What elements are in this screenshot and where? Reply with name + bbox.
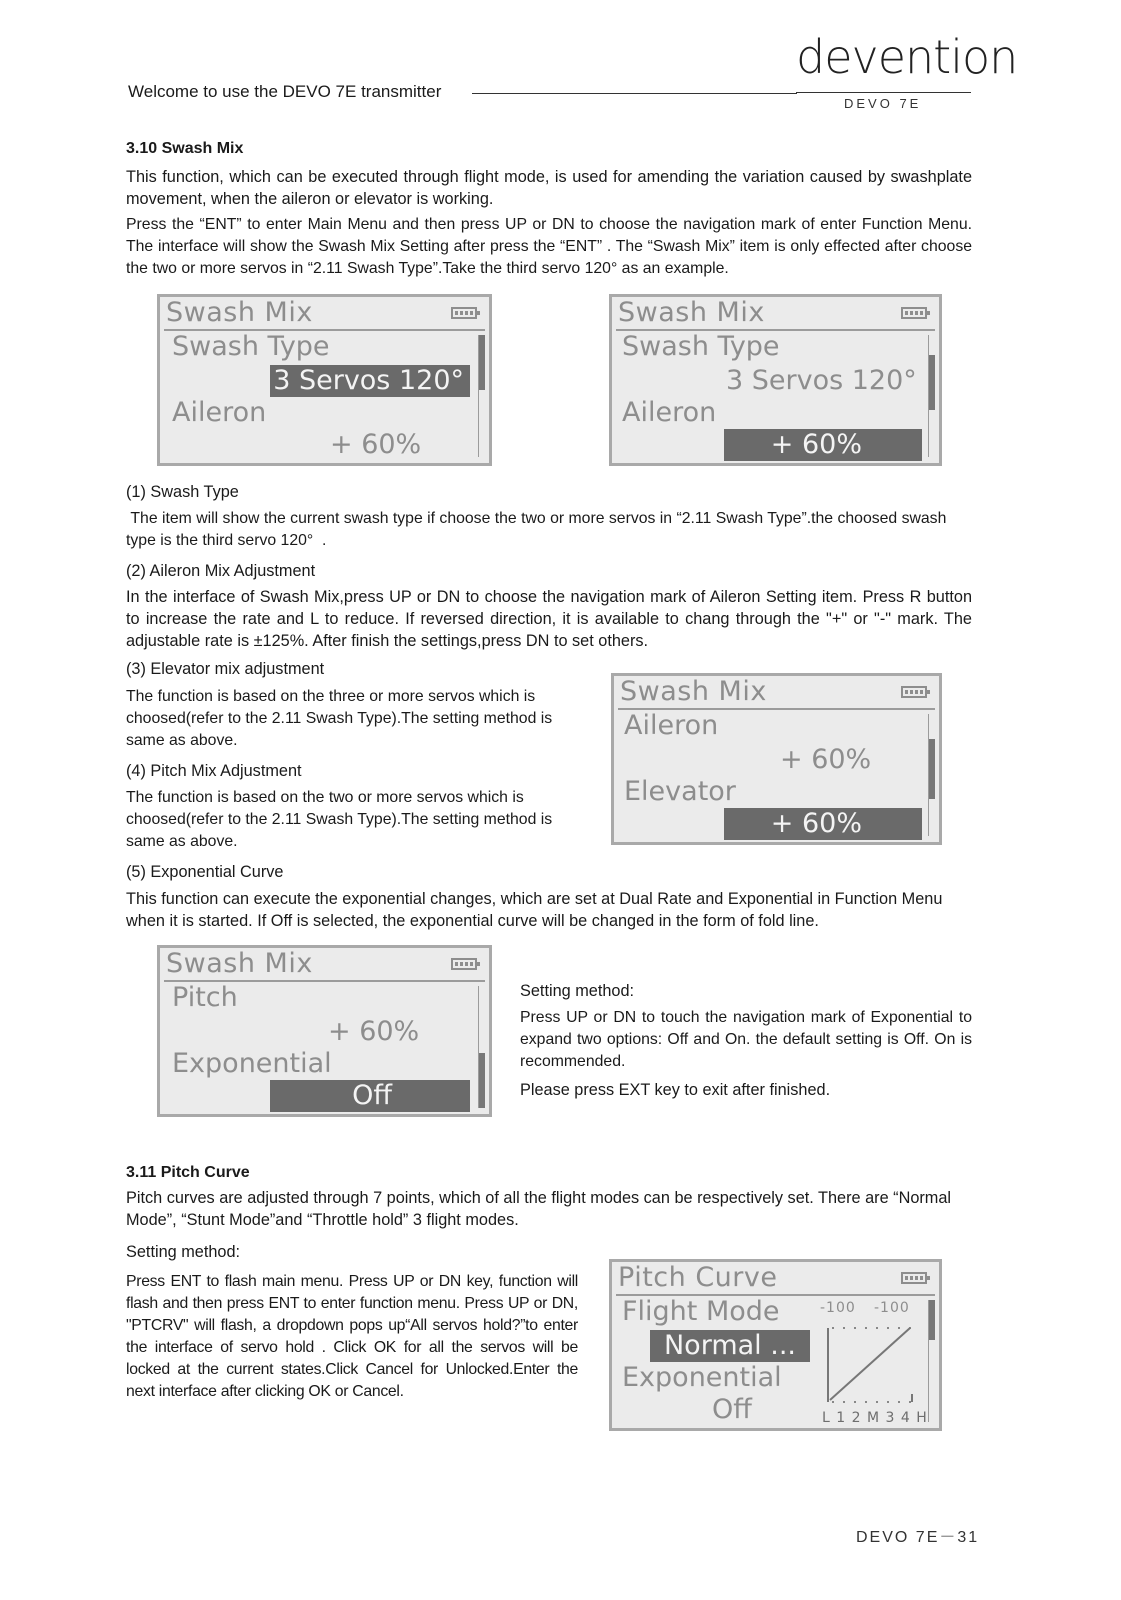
logo-model: DEVO 7E — [844, 96, 922, 111]
logo-rule — [796, 92, 971, 93]
scrollbar — [928, 714, 935, 836]
battery-icon — [451, 307, 477, 319]
setting-method-label: Setting method: — [520, 982, 635, 1000]
swash-mix-instructions: Press the “ENT” to enter Main Menu and then press UP or DN to choose the navigation mark of enter Function Menu. The interface will show the Swash Mix Setting after press the “ENT” . The “Swash Mix” item is only effected after choose the two or more servos in “2.11 Swash Type”.Take the third servo 120° as an example. — [126, 216, 972, 277]
pitch-curve-graph — [824, 1322, 916, 1408]
lcd-row-pitch: Pitch — [172, 982, 238, 1013]
battery-icon — [451, 958, 477, 970]
lcd-value-exponential: Off — [270, 1080, 470, 1112]
scrollbar — [478, 335, 485, 457]
scrollbar — [478, 986, 485, 1108]
section-heading-swash-mix: 3.10 Swash Mix — [126, 140, 244, 157]
scrollbar — [928, 1300, 935, 1422]
page-number: DEVO 7E－31 — [856, 1529, 980, 1546]
devention-logo: devention — [796, 30, 1018, 84]
lcd-row-aileron: Aileron — [622, 397, 717, 428]
lcd-value-aileron: + 60% — [330, 429, 422, 460]
lcd-swash-type-screen — [157, 294, 492, 466]
lcd-elevator-screen — [611, 673, 942, 845]
lcd-row-exponential: Exponential — [172, 1048, 332, 1079]
subheading-pitch-mix: (4) Pitch Mix Adjustment — [126, 762, 302, 780]
lcd-row-swash-type: Swash Type — [172, 331, 330, 362]
setting-method-text: Press UP or DN to touch the navigation mark of Exponential to expand two options: Off and On. the default setting is Off. On is recommended. — [520, 1009, 972, 1070]
lcd-curve-points: L 1 2 M 3 4 H — [822, 1410, 928, 1426]
lcd-row-flight-mode: Flight Mode — [622, 1296, 780, 1327]
battery-icon — [901, 307, 927, 319]
pitch-mix-text: The function is based on the two or more servos which is choosed(refer to the 2.11 Swash Type).The setting method is same as above. — [126, 789, 553, 850]
header-welcome: Welcome to use the DEVO 7E transmitter — [128, 82, 442, 101]
exit-instruction: Please press EXT key to exit after finished. — [520, 1081, 831, 1099]
subheading-aileron-mix: (2) Aileron Mix Adjustment — [126, 562, 316, 580]
pitch-setting-label: Setting method: — [126, 1243, 241, 1261]
lcd-row-exponential: Exponential — [622, 1362, 782, 1393]
lcd-title: Swash Mix — [620, 676, 767, 707]
subheading-elevator-mix: (3) Elevator mix adjustment — [126, 660, 325, 678]
lcd-value-flight-mode: Normal ... — [650, 1330, 810, 1362]
aileron-mix-text: In the interface of Swash Mix,press UP or DN to choose the navigation mark of Aileron Setting item. Press R button to increase the rate and L to reduce. If reversed direction, it is available to chang through the "+" or "-" mark. The adjustable rate is ±125%. After finish the settings,press DN to set others. — [126, 588, 972, 650]
exponential-curve-text: This function can execute the exponential changes, which are set at Dual Rate and Exponential in Function Menu when it is started. If Off is selected, the exponential curve will be changed in the form of fold line. — [126, 890, 943, 930]
lcd-row-aileron: Aileron — [624, 710, 719, 741]
pitch-setting-text: Press ENT to flash main menu. Press UP or DN key, function will flash and then press ENT to enter function menu. Press UP or DN, "PTCRV" will flash, a dropdown pops up“All servos hold?”to enter the interface of servo hold . Click OK for all the servos will be locked at the current states.Click Cancel for Unlocked.Enter the next interface after clicking OK or Cancel. — [126, 1273, 578, 1400]
lcd-title: Swash Mix — [166, 297, 313, 328]
battery-icon — [901, 686, 927, 698]
scrollbar — [928, 335, 935, 457]
lcd-title: Swash Mix — [618, 297, 765, 328]
lcd-row-aileron: Aileron — [172, 397, 267, 428]
lcd-value-pitch: + 60% — [328, 1016, 420, 1047]
lcd-value-elevator: + 60% — [724, 808, 922, 840]
swash-mix-intro: This function, which can be executed through flight mode, is used for amending the variation caused by swashplate movement, when the aileron or elevator is working. — [126, 168, 972, 208]
subheading-exponential-curve: (5) Exponential Curve — [126, 863, 284, 881]
battery-icon — [901, 1272, 927, 1284]
lcd-exponential-screen — [157, 945, 492, 1117]
lcd-title: Pitch Curve — [618, 1262, 778, 1293]
section-heading-pitch-curve: 3.11 Pitch Curve — [126, 1164, 250, 1181]
lcd-row-elevator: Elevator — [624, 776, 736, 807]
lcd-title: Swash Mix — [166, 948, 313, 979]
lcd-value-swash-type: 3 Servos 120° — [270, 365, 470, 397]
lcd-row-swash-type: Swash Type — [622, 331, 780, 362]
subheading-swash-type: (1) Swash Type — [126, 483, 239, 501]
swash-type-text: The item will show the current swash type if choose the two or more servos in “2.11 Swash Type”.the choosed swash type is the third servo 120° . — [126, 510, 951, 549]
lcd-value-aileron: + 60% — [724, 429, 922, 461]
header-rule — [472, 93, 797, 94]
lcd-pitch-curve-screen — [609, 1259, 942, 1431]
lcd-value-aileron: + 60% — [780, 744, 872, 775]
lcd-scale-right: -100 — [874, 1300, 910, 1316]
lcd-aileron-screen — [609, 294, 942, 466]
pitch-curve-intro: Pitch curves are adjusted through 7 points, which of all the flight modes can be respectively set. There are “Normal Mode”, “Stunt Mode”and “Throttle hold” 3 flight modes. — [126, 1189, 952, 1229]
lcd-value-exponential: Off — [712, 1394, 752, 1425]
lcd-value-swash-type: 3 Servos 120° — [726, 365, 917, 396]
lcd-scale-left: -100 — [820, 1300, 856, 1316]
elevator-mix-text: The function is based on the three or more servos which is choosed(refer to the 2.11 Swash Type).The setting method is same as above. — [126, 688, 553, 749]
